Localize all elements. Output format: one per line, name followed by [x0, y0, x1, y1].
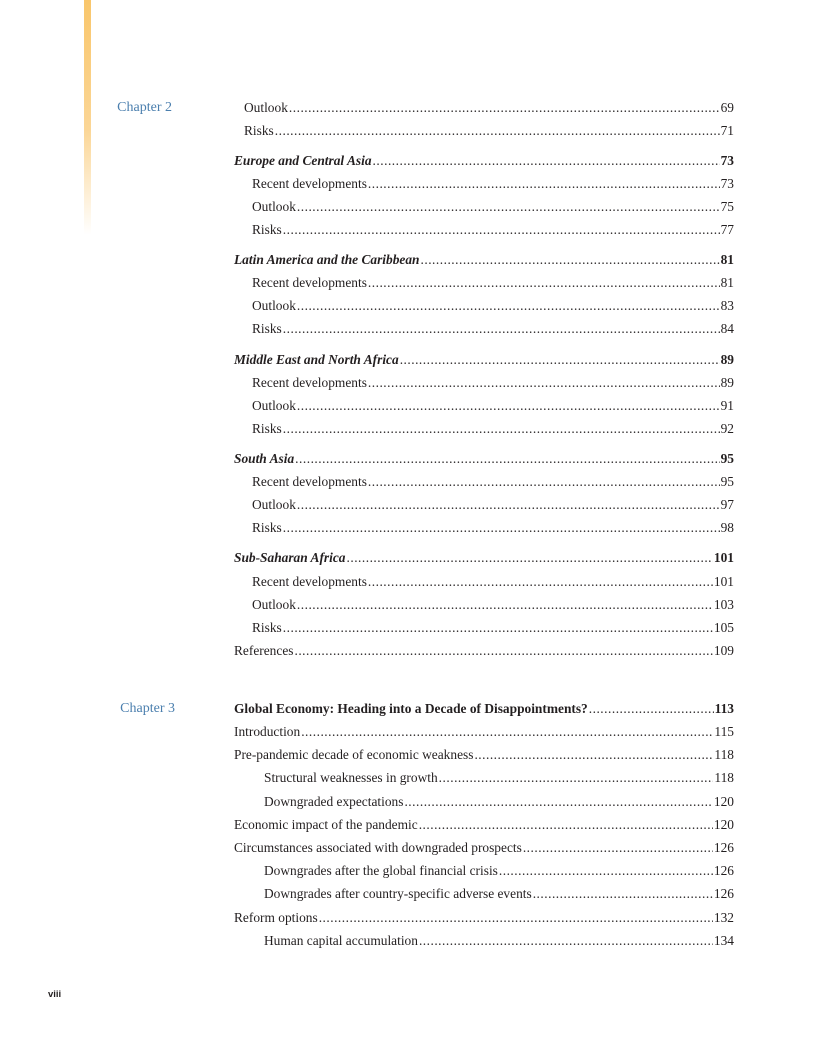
- toc-entry-recent-developments[interactable]: [252, 176, 734, 192]
- toc-entry-page: 92: [720, 421, 734, 436]
- toc-entry-page: 120: [713, 817, 734, 832]
- toc-entry-title: Outlook: [244, 100, 288, 115]
- toc-entry-page: 98: [720, 520, 734, 535]
- toc-heading-south-asia[interactable]: [234, 451, 734, 467]
- toc-entry-title: Structural weaknesses in growth: [264, 770, 438, 785]
- toc-entry-title: Risks: [252, 520, 282, 535]
- toc-entry-title: Pre-pandemic decade of economic weakness: [234, 747, 474, 762]
- toc-entry-page: 103: [713, 597, 734, 612]
- toc-entry-references[interactable]: [234, 643, 734, 659]
- toc-entry-human-capital[interactable]: [264, 933, 734, 949]
- toc-entry-title: Circumstances associated with downgraded prospects: [234, 840, 522, 855]
- toc-entry-page: 89: [720, 375, 734, 390]
- toc-entry-page: 105: [713, 620, 734, 635]
- toc-entry-title: Risks: [252, 222, 282, 237]
- toc-entry-page: 126: [713, 863, 734, 878]
- toc-entry-recent-developments[interactable]: [252, 375, 734, 391]
- toc-entry-title: Outlook: [252, 199, 296, 214]
- toc-entry-page: 81: [720, 252, 734, 267]
- toc-entry-risks[interactable]: [252, 520, 734, 536]
- toc-entry-page: 115: [714, 724, 734, 739]
- toc-entry-title: Global Economy: Heading into a Decade of Disappointments?: [234, 701, 588, 716]
- toc-entry-page: 132: [713, 910, 734, 925]
- toc-entry-recent-developments[interactable]: [252, 275, 734, 291]
- toc-entry-page: 126: [713, 886, 734, 901]
- toc-entry-outlook[interactable]: [252, 497, 734, 513]
- toc-entry-page: 75: [720, 199, 734, 214]
- toc-entry-recent-developments[interactable]: [252, 574, 734, 590]
- toc-entry-title: Recent developments: [252, 375, 367, 390]
- toc-entry-outlook[interactable]: [252, 597, 734, 613]
- toc-entry-page: 71: [720, 123, 734, 138]
- toc-entry-economic-impact-pandemic[interactable]: [234, 817, 734, 833]
- toc-entry-page: 89: [720, 352, 734, 367]
- toc-entry-page: 91: [720, 398, 734, 413]
- toc-entry-title: South Asia: [234, 451, 295, 466]
- toc-entry-outlook[interactable]: [252, 298, 734, 314]
- toc-entry-title: Risks: [252, 421, 282, 436]
- toc-heading-middle-east-north-africa[interactable]: [234, 352, 734, 368]
- toc-entry-page: 101: [713, 550, 734, 565]
- toc-entry-title: Risks: [252, 321, 282, 336]
- toc-entry-downgraded-expectations[interactable]: [264, 794, 734, 810]
- toc-entry-outlook[interactable]: [244, 100, 734, 116]
- toc-heading-europe-central-asia[interactable]: [234, 153, 734, 169]
- toc-entry-structural-weaknesses[interactable]: [264, 770, 734, 786]
- toc-entry-risks[interactable]: [252, 620, 734, 636]
- toc-entry-outlook[interactable]: [252, 398, 734, 414]
- toc-entry-outlook[interactable]: [252, 199, 734, 215]
- toc-entry-page: 95: [720, 474, 734, 489]
- toc-entry-risks[interactable]: [252, 222, 734, 238]
- toc-entry-page: 69: [720, 100, 734, 115]
- toc-entry-title: Downgrades after the global financial crisis: [264, 863, 498, 878]
- toc-entry-page: 77: [720, 222, 734, 237]
- accent-bar: [84, 0, 91, 235]
- toc-entry-title: Recent developments: [252, 574, 367, 589]
- toc-entry-page: 126: [713, 840, 734, 855]
- toc-heading-sub-saharan-africa[interactable]: [234, 550, 734, 566]
- toc-entry-title: Risks: [244, 123, 274, 138]
- toc-entry-downgrades-gfc[interactable]: [264, 863, 734, 879]
- toc-entry-title: Recent developments: [252, 275, 367, 290]
- toc-entry-page: 101: [713, 574, 734, 589]
- toc-entry-risks[interactable]: [252, 321, 734, 337]
- toc-entry-title: Human capital accumulation: [264, 933, 418, 948]
- toc-entry-title: Outlook: [252, 597, 296, 612]
- toc-entry-title: Reform options: [234, 910, 318, 925]
- toc-entry-title: References: [234, 643, 294, 658]
- toc-entry-title: Downgraded expectations: [264, 794, 404, 809]
- toc-entry-page: 113: [714, 701, 734, 716]
- toc-entry-recent-developments[interactable]: [252, 474, 734, 490]
- chapter-2-label: Chapter 2: [117, 100, 172, 115]
- toc-entry-title: Outlook: [252, 298, 296, 313]
- toc-entry-title: Downgrades after country-specific adverse events: [264, 886, 532, 901]
- toc-entry-risks[interactable]: [252, 421, 734, 437]
- toc-heading-latin-america-caribbean[interactable]: [234, 252, 734, 268]
- toc-entry-page: 120: [713, 794, 734, 809]
- toc-entry-title: Recent developments: [252, 176, 367, 191]
- toc-entry-title: Latin America and the Caribbean: [234, 252, 420, 267]
- toc-entry-title: Outlook: [252, 398, 296, 413]
- toc-entry-downgrades-adverse-events[interactable]: [264, 886, 734, 902]
- toc-entry-page: 118: [714, 747, 734, 762]
- toc-heading-global-economy[interactable]: [234, 701, 734, 717]
- toc-entry-title: Risks: [252, 620, 282, 635]
- toc-entry-page: 95: [720, 451, 734, 466]
- toc-entry-page: 81: [720, 275, 734, 290]
- toc-entry-title: Outlook: [252, 497, 296, 512]
- toc-entry-page: 118: [714, 770, 734, 785]
- toc-entry-circumstances-downgraded[interactable]: [234, 840, 734, 856]
- chapter-3-label: Chapter 3: [120, 701, 175, 716]
- toc-entry-introduction[interactable]: [234, 724, 734, 740]
- toc-entry-title: Sub-Saharan Africa: [234, 550, 346, 565]
- toc-entry-title: Recent developments: [252, 474, 367, 489]
- toc-entry-page: 109: [713, 643, 734, 658]
- toc-entry-page: 97: [720, 497, 734, 512]
- toc-entry-risks[interactable]: [244, 123, 734, 139]
- toc-entry-reform-options[interactable]: [234, 910, 734, 926]
- page-number: viii: [48, 989, 62, 1000]
- toc-entry-page: 83: [720, 298, 734, 313]
- toc-entry-title: Economic impact of the pandemic: [234, 817, 418, 832]
- toc-entry-page: 84: [720, 321, 734, 336]
- toc-entry-page: 73: [720, 176, 734, 191]
- toc-entry-title: Europe and Central Asia: [234, 153, 372, 168]
- toc-entry-page: 134: [713, 933, 734, 948]
- toc-entry-title: Middle East and North Africa: [234, 352, 399, 367]
- toc-entry-pre-pandemic-decade[interactable]: [234, 747, 734, 763]
- toc-entry-page: 73: [720, 153, 734, 168]
- toc-entry-title: Introduction: [234, 724, 301, 739]
